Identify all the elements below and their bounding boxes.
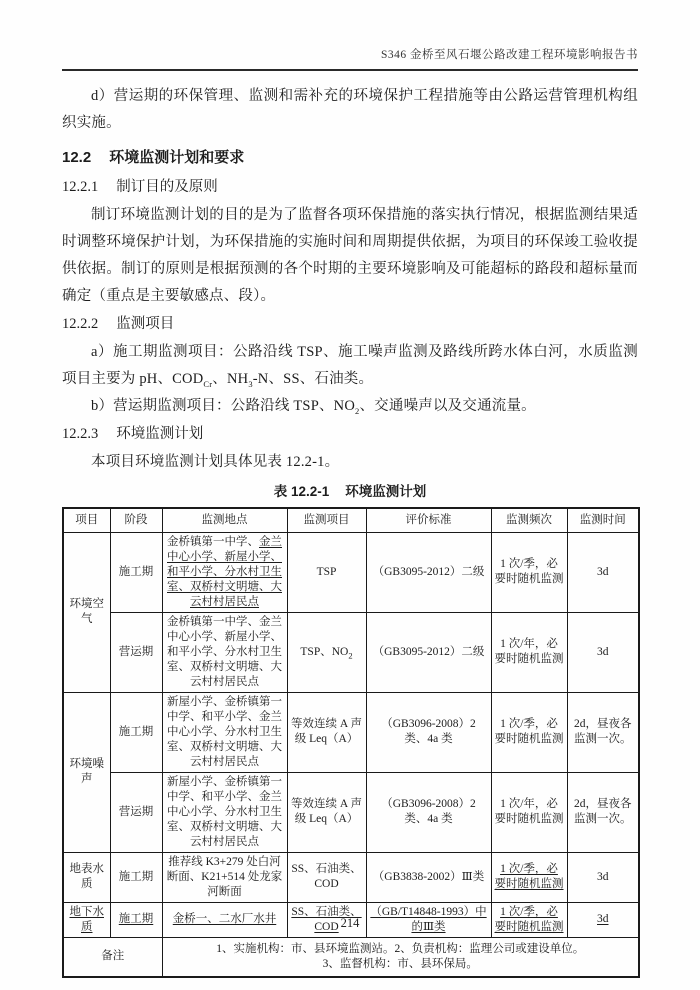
table-row-noise-operation xyxy=(63,772,639,852)
cell-location: 金桥一、二水厂水井 xyxy=(162,902,287,937)
col-header-location: 监测地点 xyxy=(162,508,287,532)
paragraph-purpose xyxy=(62,202,638,310)
section-heading-12-2-1 xyxy=(62,173,638,202)
cell-frequency: 1 次/季，必要时随机监测 xyxy=(491,902,567,937)
section-heading-12-2 xyxy=(62,143,638,173)
cell-item: SS、石油类、COD xyxy=(287,852,366,902)
cell-frequency: 1 次/季，必要时随机监测 xyxy=(491,692,567,772)
group-cell-surface-water: 地表水质 xyxy=(63,852,110,902)
remark-line-2: 3、监督机构：市、县环保局。 xyxy=(322,957,478,970)
col-header-standard: 评价标准 xyxy=(366,508,491,532)
cell-time: 3d xyxy=(567,902,639,937)
table-row-surface-water xyxy=(63,852,639,902)
cell-location: 新屋小学、金桥镇第一中学、和平小学、金兰中心小学、分水村卫生室、双桥村文明塘、大云村村居民点 xyxy=(162,692,287,772)
cell-frequency: 1 次/年，必要时随机监测 xyxy=(491,612,567,692)
cell-standard: （GB/T14848-1993）中的Ⅲ类 xyxy=(366,902,491,937)
cell-standard: （GB3838-2002）Ⅲ类 xyxy=(366,852,491,902)
subscript-3: 3 xyxy=(248,378,253,389)
col-header-time: 监测时间 xyxy=(567,508,639,532)
cell-time: 2d，昼夜各监测一次。 xyxy=(567,772,639,852)
section-number: 12.2.1 xyxy=(62,179,99,195)
paragraph-a: a）施工期监测项目：公路沿线 TSP、施工噪声监测及路线所跨水体白河，水质监测项目主要为 pH、$COD_{Cr}$、$NH_3-N$、SS、石油类。 xyxy=(62,344,638,389)
cell-frequency: 1 次/年，必要时随机监测 xyxy=(491,772,567,852)
subscript-2: 2 xyxy=(355,405,360,416)
cell-stage: 施工期 xyxy=(110,532,162,612)
cell-time: 3d xyxy=(567,612,639,692)
table-row-noise-construction xyxy=(63,692,639,772)
table-number: 表 12.2-1 xyxy=(273,484,330,499)
cell-location: 金桥镇第一中学、金兰中心小学、新屋小学、和平小学、分水村卫生室、双桥村文明塘、大云村村居民点 xyxy=(162,532,287,612)
section-heading-12-2-3 xyxy=(62,420,638,449)
cell-stage: 施工期 xyxy=(110,692,162,772)
paragraph-purpose-text: 制订环境监测计划的目的是为了监督各项环保措施的落实执行情况，根据监测结果适时调整环境保护计划，为环保措施的实施时间和周期提供依据，为项目的环保竣工验收提供依据。制订的原则是根据预测的各个时期的主要环境影响及可能超标的路段和超标量而确定（重点是主要敏感点、段）。 xyxy=(62,207,638,304)
paragraph-b: b）营运期监测项目：公路沿线 TSP、$NO_2$、交通噪声以及交通流量。 xyxy=(91,398,536,416)
remark-content-cell xyxy=(162,937,639,977)
section-title: 监测项目 xyxy=(116,316,175,332)
paragraph-d-text: d）营运期的环保管理、监测和需补充的环境保护工程措施等由公路运营管理机构组织实施。 xyxy=(62,88,638,131)
page-content xyxy=(62,46,638,978)
report-title: S346 金桥至风石堰公路改建工程环境影响报告书 xyxy=(380,49,638,61)
col-header-stage: 阶段 xyxy=(110,508,162,532)
section-title: 制订目的及原则 xyxy=(116,179,218,195)
cell-stage: 施工期 xyxy=(110,852,162,902)
cell-stage: 营运期 xyxy=(110,612,162,692)
section-title: 环境监测计划和要求 xyxy=(109,149,245,166)
subscript-cr: Cr xyxy=(203,378,213,389)
cell-frequency: 1 次/季，必要时随机监测 xyxy=(491,532,567,612)
cell-item: TSP、$NO_2$ xyxy=(287,612,366,692)
paragraph-b-text: b）营运期监测项目：公路沿线 TSP、NO xyxy=(91,398,356,414)
section-number: 12.2.3 xyxy=(62,426,99,442)
group-cell-air: 环境空气 xyxy=(63,532,110,692)
section-title: 环境监测计划 xyxy=(116,426,204,442)
table-row-air-operation xyxy=(63,612,639,692)
cell-stage: 营运期 xyxy=(110,772,162,852)
section-heading-12-2-2 xyxy=(62,310,638,339)
page-number: 214 xyxy=(340,916,360,930)
group-cell-ground-water: 地下水质 xyxy=(63,902,110,937)
section-number: 12.2 xyxy=(62,149,92,166)
group-cell-noise: 环境噪声 xyxy=(63,692,110,852)
cell-frequency: 1 次/季，必要时随机监测 xyxy=(491,852,567,902)
col-header-project: 项目 xyxy=(63,508,110,532)
cell-item: 等效连续 A 声级 Leq（A） xyxy=(287,692,366,772)
cell-item: 等效连续 A 声级 Leq（A） xyxy=(287,772,366,852)
col-header-item: 监测项目 xyxy=(287,508,366,532)
col-header-frequency: 监测频次 xyxy=(491,508,567,532)
cell-time: 3d xyxy=(567,852,639,902)
cell-stage: 施工期 xyxy=(110,902,162,937)
cell-standard: （GB3095-2012）二级 xyxy=(366,532,491,612)
table-title xyxy=(62,480,638,504)
subscript-2: 2 xyxy=(348,649,353,660)
cell-standard: （GB3095-2012）二级 xyxy=(366,612,491,692)
cell-item: TSP xyxy=(287,532,366,612)
cell-location: 金桥镇第一中学、金兰中心小学、新屋小学、和平小学、分水村卫生室、双桥村文明塘、大云村村居民点 xyxy=(162,612,287,692)
paragraph-d xyxy=(62,83,638,137)
cell-item: SS、石油类、COD xyxy=(287,902,366,937)
cell-location: 新屋小学、金桥镇第一中学、和平小学、金兰中心小学、分水村卫生室、双桥村文明塘、大云村村居民点 xyxy=(162,772,287,852)
table-row-air-construction xyxy=(63,532,639,612)
paragraph-table-ref-text: 本项目环境监测计划具体见表 12.2-1。 xyxy=(91,454,340,470)
table-title-text: 环境监测计划 xyxy=(345,484,427,499)
remark-line-1: 1、实施机构：市、县环境监测站。2、负责机构：监理公司或建设单位。 xyxy=(216,942,585,955)
cell-standard: （GB3096-2008）2 类、4a 类 xyxy=(366,772,491,852)
cell-time: 2d，昼夜各监测一次。 xyxy=(567,692,639,772)
running-header xyxy=(62,46,638,71)
table-header-row xyxy=(63,508,639,532)
paragraph-a-text: a）施工期监测项目：公路沿线 TSP、施工噪声监测及路线所跨水体白河，水质监测项目主要为 pH、COD xyxy=(62,344,638,387)
paragraph-table-ref xyxy=(62,449,638,476)
section-number: 12.2.2 xyxy=(62,316,99,332)
monitoring-plan-table xyxy=(62,507,640,978)
cell-standard: （GB3096-2008）2 类、4a 类 xyxy=(366,692,491,772)
table-row-remark xyxy=(63,937,639,977)
remark-label-cell: 备注 xyxy=(63,937,162,977)
cell-location: 推荐线 K3+279 处白河断面、K21+514 处龙家河断面 xyxy=(162,852,287,902)
cell-time: 3d xyxy=(567,532,639,612)
